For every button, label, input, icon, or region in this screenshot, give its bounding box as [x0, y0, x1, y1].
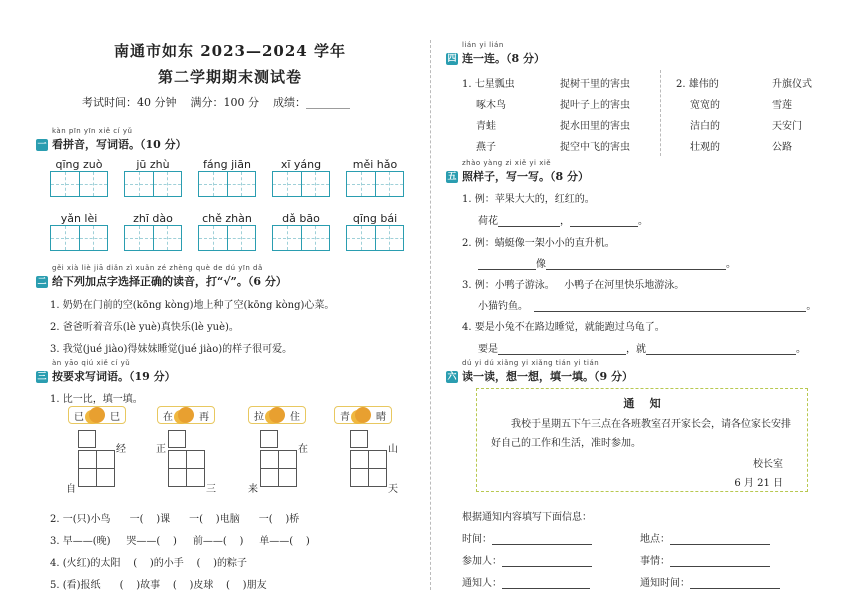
match-item[interactable]: 1. 七星瓢虫: [462, 79, 515, 90]
answer-grid[interactable]: [168, 450, 204, 486]
s4-badge: 四: [447, 54, 457, 64]
s3-row-5: 5. (看)报纸 ( )故事 ( )皮球 ( )朋友: [50, 580, 267, 591]
match-item[interactable]: 公路: [772, 142, 792, 153]
pinyin-writing-grid: [50, 158, 420, 268]
s5-q1-prefix: 荷花: [478, 216, 498, 227]
fruit-icon: [89, 407, 105, 423]
compare-pill: [157, 406, 215, 424]
cross-label: 自: [66, 484, 76, 495]
s4-heading: [446, 50, 545, 66]
s5-q4-mid: ，就: [626, 344, 646, 355]
answer-blank[interactable]: [570, 226, 638, 227]
word-pinyin: chě zhàn: [202, 212, 252, 225]
answer-grid[interactable]: [78, 450, 114, 486]
s5-q1: 1. 例：苹果大大的，红红的。: [462, 194, 595, 205]
s5-q3: 3. 例：小鸭子游泳。 小鸭子在河里快乐地游泳。: [462, 280, 685, 291]
pill-char: 已: [74, 411, 84, 423]
pill-char: 在: [163, 411, 173, 423]
s5-q4-prefix: 要是: [478, 344, 498, 355]
pill-char: 住: [290, 411, 300, 423]
s3-q1: 1. 比一比，填一填。: [50, 394, 143, 405]
word-item: [198, 158, 256, 197]
s3-row-4: 4. (火红)的太阳 ( )的小手 ( )的粽子: [50, 558, 247, 569]
word-pinyin: fáng jiān: [203, 158, 251, 171]
info-label: 地点：: [640, 534, 670, 545]
s2-item-1: 1. 奶奶在门前的空(kōng kòng)地上种了空(kōng kòng)心菜。: [50, 300, 335, 311]
writing-box[interactable]: [198, 171, 256, 197]
s2-title: 给下列加点字选择正确的读音，打“√”。（6 分）: [52, 275, 287, 288]
word-item: [272, 158, 330, 197]
cross-label: 三: [206, 484, 216, 495]
info-label: 时间：: [462, 534, 492, 545]
word-item: [124, 158, 182, 197]
s3-row-3: 3. 早——(晚) 哭——( ) 前——( ) 单——( ): [50, 536, 310, 547]
answer-grid[interactable]: [350, 450, 386, 486]
answer-blank[interactable]: [492, 544, 592, 545]
s3-badge: 三: [37, 372, 47, 382]
paper-title-line1: 南通市如东 2023—2024 学年: [114, 42, 346, 60]
cross-label: 山: [388, 444, 398, 455]
writing-box[interactable]: [124, 171, 182, 197]
word-pinyin: měi hǎo: [352, 158, 398, 171]
writing-box[interactable]: [272, 171, 330, 197]
info-label: 事情：: [640, 556, 670, 567]
s2-heading: [36, 273, 287, 289]
s3-title: 按要求写词语。（19 分）: [52, 370, 176, 383]
match-item[interactable]: 2. 雄伟的: [676, 79, 719, 90]
match-item[interactable]: 天安门: [772, 121, 802, 132]
word-item: [272, 212, 330, 251]
compare-pill: [248, 406, 306, 424]
match-item[interactable]: 燕子: [476, 142, 496, 153]
s3-heading: [36, 368, 176, 384]
s6-instruction: 根据通知内容填写下面信息：: [462, 512, 592, 523]
word-pinyin: dǎ bāo: [282, 212, 320, 225]
s6-badge: 六: [447, 372, 457, 382]
word-item: [198, 212, 256, 251]
pill-char: 再: [199, 411, 209, 423]
compare-pill: [334, 406, 392, 424]
answer-blank[interactable]: [498, 354, 626, 355]
s4-left-a: [462, 74, 515, 158]
answer-square[interactable]: [78, 430, 96, 448]
answer-grid[interactable]: [260, 450, 296, 486]
match-item[interactable]: 升旗仪式: [772, 79, 812, 90]
cross-label: 正: [156, 444, 166, 455]
word-pinyin: yǎn lèi: [60, 212, 98, 225]
s4-right-a: [676, 74, 720, 158]
cross-label: 天: [388, 484, 398, 495]
match-divider: [660, 70, 661, 156]
compare-pill: [68, 406, 126, 424]
answer-blank[interactable]: [690, 588, 780, 589]
answer-blank[interactable]: [546, 269, 726, 270]
s4-title: 连一连。（8 分）: [462, 52, 545, 65]
match-item[interactable]: 啄木鸟: [476, 100, 506, 111]
writing-box[interactable]: [198, 225, 256, 251]
s5-q2: 2. 例：蜻蜓像一架小小的直升机。: [462, 238, 615, 249]
notice-body: 我校于星期五下午三点在各班教室召开家长会，请各位家长安排好自己的工作和生活，准时参加。: [491, 419, 791, 449]
info-notice-time: [640, 574, 780, 589]
s5-heading: [446, 168, 589, 184]
writing-box[interactable]: [346, 225, 404, 251]
s6-pinyin: dú yi dú xiǎng yi xiǎng tián yi tián: [462, 359, 600, 367]
s5-q3-answer: 小猫钓鱼。 。: [478, 301, 817, 312]
word-pinyin: zhī dào: [133, 212, 173, 225]
match-item[interactable]: 宽宽的: [690, 100, 720, 111]
match-item[interactable]: 捉水田里的害虫: [560, 121, 630, 132]
match-item[interactable]: 捉树干里的害虫: [560, 79, 630, 90]
word-pinyin: xī yáng: [280, 158, 322, 171]
s1-badge: 一: [37, 140, 47, 150]
pill-char: 晴: [376, 411, 386, 423]
info-label: 通知人：: [462, 578, 502, 589]
match-item[interactable]: 洁白的: [690, 121, 720, 132]
cross-label: 在: [298, 444, 308, 455]
match-item[interactable]: 青蛙: [476, 121, 496, 132]
word-cross-puzzles: [60, 430, 420, 500]
match-item[interactable]: 雪莲: [772, 100, 792, 111]
s2-pinyin: gěi xià liè jiā diǎn zì xuǎn zé zhèng què de dú yīn dǎ: [52, 264, 263, 272]
s2-item-3: 3. 我觉(jué jiào)得妹妹睡觉(jué jiào)的样子很可爱。: [50, 344, 293, 355]
s5-q4: 4. 要是小兔不在路边睡觉，就能跑过乌龟了。: [462, 322, 665, 333]
answer-blank[interactable]: [478, 269, 536, 270]
info-time: [462, 530, 592, 545]
answer-blank[interactable]: [502, 566, 592, 567]
writing-box[interactable]: [272, 225, 330, 251]
pill-char: 青: [340, 411, 350, 423]
s5-title: 照样子，写一写。（8 分）: [462, 170, 589, 183]
s1-pinyin: kàn pīn yīn xiě cí yǔ: [52, 127, 133, 135]
info-place: [640, 530, 770, 545]
s3-row-2: 2. 一(只)小鸟 一( )课 一( )电脑 一( )桥: [50, 514, 300, 525]
s5-q1-answer: 荷花 ， 。: [478, 216, 648, 227]
word-pinyin: qīng zuò: [55, 158, 103, 171]
pill-char: 拉: [254, 411, 264, 423]
column-divider: [430, 40, 431, 590]
answer-blank[interactable]: [670, 544, 770, 545]
answer-blank[interactable]: [502, 588, 590, 589]
fruit-icon: [178, 407, 194, 423]
paper-title-line2: 第二学期期末测试卷: [157, 68, 302, 86]
writing-box[interactable]: [124, 225, 182, 251]
s2-badge: 二: [37, 277, 47, 287]
info-matter: [640, 552, 770, 567]
exam-meta: 考试时间：40 分钟 满分：100 分 成绩：________: [82, 96, 350, 109]
word-item: [50, 158, 108, 197]
word-item: [50, 212, 108, 251]
s5-q2-mid: 像: [536, 259, 546, 270]
answer-blank[interactable]: [646, 354, 796, 355]
info-label: 通知时间：: [640, 578, 690, 589]
info-attendees: [462, 552, 592, 567]
cross-label: 经: [116, 444, 126, 455]
s4-right-b: [772, 74, 812, 158]
answer-square[interactable]: [168, 430, 186, 448]
word-pinyin: jū zhù: [136, 158, 170, 171]
cross-label: 来: [248, 484, 258, 495]
word-item: [124, 212, 182, 251]
s5-pinyin: zhào yàng zi xiě yi xiě: [462, 159, 552, 167]
s3-pinyin: àn yāo qiú xiě cí yǔ: [52, 359, 131, 367]
answer-blank[interactable]: [498, 226, 560, 227]
s6-heading: [446, 368, 633, 384]
answer-blank[interactable]: [670, 566, 770, 567]
notice-date: 6 月 21 日: [734, 478, 783, 489]
s1-heading: [36, 136, 187, 152]
match-item[interactable]: 捉空中飞的害虫: [560, 142, 630, 153]
writing-box[interactable]: [50, 171, 108, 197]
fruit-icon: [269, 407, 285, 423]
notice-title: 通 知: [623, 397, 661, 410]
s5-q3-prefix: 小猫钓鱼。: [478, 301, 528, 312]
s4-left-b: [560, 74, 630, 158]
word-item: [346, 212, 404, 251]
s5-q4-answer: 要是 ，就 。: [478, 344, 806, 355]
answer-square[interactable]: [260, 430, 278, 448]
answer-blank[interactable]: [534, 311, 806, 312]
s5-badge: 五: [447, 172, 457, 182]
s6-title: 读一读，想一想，填一填。（9 分）: [462, 370, 633, 383]
s5-q2-answer: 像 。: [478, 255, 736, 270]
match-item[interactable]: 捉叶子上的害虫: [560, 100, 630, 111]
s2-item-2: 2. 爸爸听着音乐(lè yuè)真快乐(lè yuè)。: [50, 322, 239, 333]
s4-pinyin: lián yi lián: [462, 41, 504, 49]
match-item[interactable]: 壮观的: [690, 142, 720, 153]
answer-square[interactable]: [350, 430, 368, 448]
word-pinyin: qīng bái: [352, 212, 398, 225]
word-item: [346, 158, 404, 197]
info-label: 参加人：: [462, 556, 502, 567]
writing-box[interactable]: [50, 225, 108, 251]
fruit-icon: [355, 407, 371, 423]
s1-title: 看拼音，写词语。（10 分）: [52, 138, 187, 151]
notice-sign: 校长室: [753, 459, 783, 470]
pill-char: 巳: [110, 411, 120, 423]
info-notifier: [462, 574, 590, 589]
notice-box: [476, 388, 808, 492]
writing-box[interactable]: [346, 171, 404, 197]
